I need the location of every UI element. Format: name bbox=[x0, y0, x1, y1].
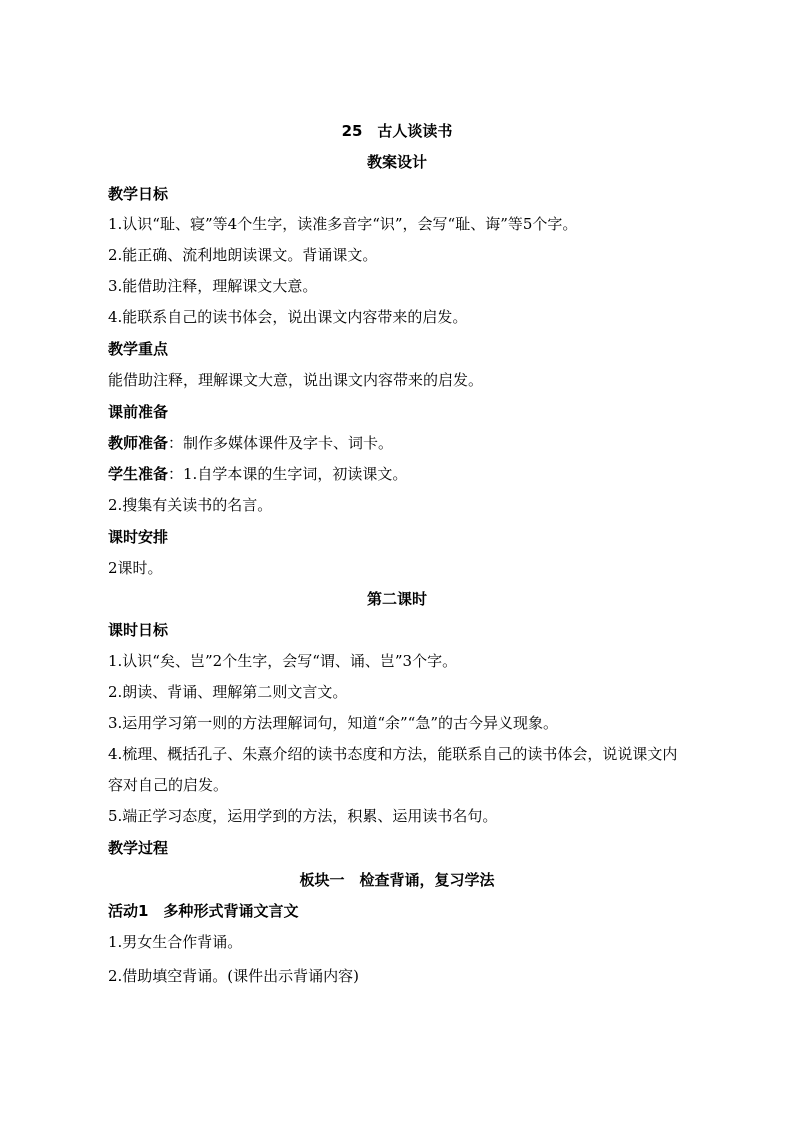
lesson-title: 25 古人谈读书 bbox=[341, 122, 453, 140]
schedule-text: 2课时。 bbox=[108, 559, 163, 577]
lesson-goals-heading: 课时日标 bbox=[108, 621, 169, 639]
goal-item: 4.能联系自己的读书体会，说出课文内容带来的启发。 bbox=[108, 308, 468, 326]
lesson-goal-item-continued: 容对自己的启发。 bbox=[108, 776, 229, 794]
lesson-goal-item: 3.运用学习第一则的方法理解词句，知道“余”“急”的古今异义现象。 bbox=[108, 714, 558, 732]
second-lesson-title: 第二课时 bbox=[366, 590, 427, 608]
goal-item: 3.能借助注释，理解课文大意。 bbox=[108, 277, 318, 295]
plan-subtitle: 教案设计 bbox=[366, 153, 427, 171]
teacher-prep bbox=[108, 433, 393, 453]
activity-item: 1.男女生合作背诵。 bbox=[108, 933, 243, 951]
key-points-heading: 教学重点 bbox=[108, 340, 169, 358]
lesson-goal-item: 4.梳理、概括孔子、朱熹介绍的读书态度和方法，能联系自己的读书体会，说说课文内 bbox=[108, 745, 678, 763]
teaching-goals-heading: 教学日标 bbox=[108, 185, 169, 203]
lesson-goal-item: 1.认识“矣、岂”2个生字，会写“谓、诵、岂”3个字。 bbox=[108, 652, 458, 670]
preparation-heading: 课前准备 bbox=[108, 403, 169, 421]
activity-one-title: 活动1 多种形式背诵文言文 bbox=[108, 902, 299, 920]
goal-item: 1.认识“耻、寝”等4个生字，读准多音字“识”，会写“耻、诲”等5个字。 bbox=[108, 215, 578, 233]
process-heading: 教学过程 bbox=[108, 839, 169, 857]
lesson-goal-item: 5.端正学习态度，运用学到的方法，积累、运用读书名句。 bbox=[108, 807, 498, 825]
teacher-prep-label: 教师准备 bbox=[108, 434, 169, 452]
student-prep bbox=[108, 464, 407, 484]
lesson-goal-item: 2.朗读、背诵、理解第二则文言文。 bbox=[108, 683, 348, 701]
key-points-text: 能借助注释，理解课文大意，说出课文内容带来的启发。 bbox=[108, 371, 484, 389]
goal-item: 2.能正确、流利地朗读课文。背诵课文。 bbox=[108, 246, 378, 264]
student-prep-item: 2.搜集有关读书的名言。 bbox=[108, 496, 273, 514]
block-one-title: 板块一 检查背诵，复习学法 bbox=[299, 871, 495, 889]
student-prep-label: 学生准备 bbox=[108, 465, 169, 483]
student-prep-text: ：1.自学本课的生字词，初读课文。 bbox=[168, 465, 408, 483]
activity-item: 2.借助填空背诵。(课件出示背诵内容) bbox=[108, 967, 360, 985]
teacher-prep-text: ：制作多媒体课件及字卡、词卡。 bbox=[168, 434, 394, 452]
schedule-heading: 课时安排 bbox=[108, 528, 169, 546]
